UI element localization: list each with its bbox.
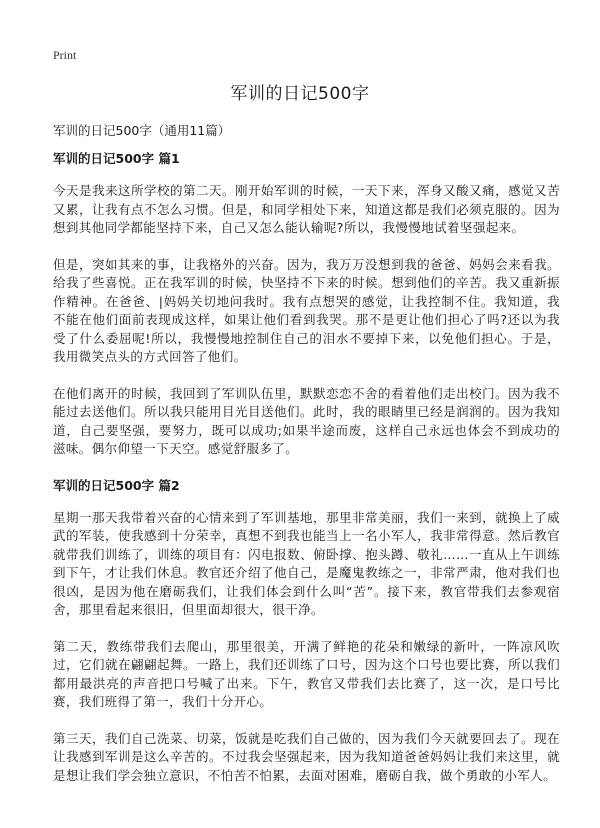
paragraph: 在他们离开的时候，我回到了军训队伍里，默默恋恋不舍的看着他们走出校门。因为我不能过去送他们。所以我只能用目光目送他们。此时，我的眼睛里已经是润润的。因为我知道，自己要坚强，要努力，既可以成功;如果半途而废，这样自己永远也体会不到成功的滋味。偶尔仰望一下天空。感觉舒服多了。 [53,385,560,456]
print-link[interactable]: Print [53,48,77,62]
paragraph: 但是，突如其来的事，让我格外的兴奋。因为，我万万没想到我的爸爸、妈妈会来看我。给我了些喜悦。正在我军训的时候，快坚持不下来的时候。想到他们的辛苦。我又重新振作精神。在爸爸、|妈妈关切地问我时。我有点想哭的感觉，让我控制不住。我知道，我不能在他们面前表现成这样，如果让他们看到我哭。那不是更让他们担心了吗?还以为我受了什么委屈呢!所以，我慢慢地控制住自己的泪水不要掉下来，以免他们担心。于是，我用微笑点头的方式回答了他们。 [53,256,560,364]
document-subtitle: 军训的日记500字（通用11篇） [53,123,231,138]
paragraph: 第三天，我们自己洗菜、切菜，饭就是吃我们自己做的，因为我们今天就要回去了。现在让我感到军训是这么辛苦的。不过我会坚强起来，因为我知道爸爸妈妈让我们来这里，就是想让我们学会独立意识，不怕苦不怕累，去面对困难，磨砺自我，做个勇敢的小军人。 [53,730,560,783]
document-body [53,150,560,803]
section-heading: 军训的日记500字 篇2 [53,477,180,493]
section-heading: 军训的日记500字 篇1 [53,151,180,166]
document-title: 军训的日记500字 [230,84,370,104]
paragraph: 星期一那天我带着兴奋的心情来到了军训基地，那里非常美丽，我们一来到，就换上了威武的军装，使我感到十分荣幸，真想不到我也能当上一名小军人，我非常得意。然后教官就带我们训练了，训练的项目有：闪电报数、俯卧撑、抱头蹲、敬礼……一直从上午训练到下午，才让我们休息。教官还介绍了他自己，是魔鬼教练之一，非常严肃，他对我们也很凶，是因为他在磨砺我们，让我们体会到什么叫“苦”。接下来，教官带我们去参观宿舍，那里看起来很旧，但里面却很大，很干净。 [53,509,560,617]
paragraph: 今天是我来这所学校的第二天。刚开始军训的时候，一天下来，浑身又酸又痛，感觉又苦又累，让我有点不怎么习惯。但是，和同学相处下来，知道这都是我们必须克服的。因为想到其他同学都能坚持下来，自己又怎么能认输呢?所以，我慢慢地试着坚强起来。 [53,183,560,235]
paragraph: 第二天，教练带我们去爬山，那里很美，开满了鲜艳的花朵和嫩绿的新叶，一阵凉风吹过，它们就在翩翩起舞。一路上，我们还训练了口号，因为这个口号也要比赛，所以我们都用最洪亮的声音把口号喊了出来。下午，教官又带我们去比赛了，这一次，是口号比赛，我们班得了第一，我们十分开心。 [53,638,560,709]
section-2 [53,477,560,786]
section-1 [53,150,560,459]
